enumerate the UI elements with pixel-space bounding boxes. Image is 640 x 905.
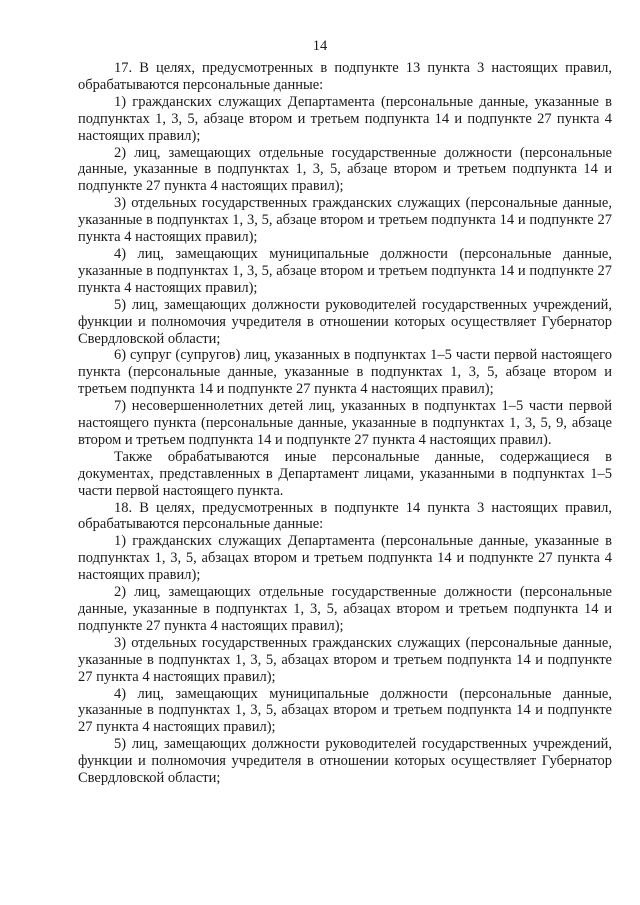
paragraph-17-item-2: 2) лиц, замещающих отдельные государственные должности (персональные данные, указанные в подпунктах 1, 3, 5, абзаце втором и третьем подпункта 14 и подпункте 27 пункта 4 настоящих правил); — [78, 144, 612, 195]
paragraph-17-item-4: 4) лиц, замещающих муниципальные должности (персональные данные, указанные в подпунктах 1, 3, 5, абзаце втором и третьем подпункта 14 и подпункте 27 пункта 4 настоящих правил); — [78, 245, 612, 296]
document-body — [78, 60, 612, 787]
paragraph-17-intro: 17. В целях, предусмотренных в подпункте 13 пункта 3 настоящих правил, обрабатываются персональные данные: — [78, 60, 612, 93]
paragraph-17-item-3: 3) отдельных государственных гражданских служащих (персональные данные, указанные в подпунктах 1, 3, 5, абзаце втором и третьем подпункта 14 и подпункте 27 пункта 4 настоящих правил); — [78, 195, 612, 246]
paragraph-18-intro: 18. В целях, предусмотренных в подпункте 14 пункта 3 настоящих правил, обрабатываются персональные данные: — [78, 499, 612, 533]
paragraph-17-item-5: 5) лиц, замещающих должности руководителей государственных учреждений, функции и полномочия учредителя в отношении которых осуществляет Губернатор Свердловской области; — [78, 296, 612, 347]
paragraph-18-item-4: 4) лиц, замещающих муниципальные должности (персональные данные, указанные в подпунктах 1, 3, 5, абзацах втором и третьем подпункта 14 и подпункте 27 пункта 4 настоящих правил); — [78, 685, 612, 736]
page-number: 14 — [312, 38, 328, 54]
paragraph-18-item-3: 3) отдельных государственных гражданских служащих (персональные данные, указанные в подпунктах 1, 3, 5, абзацах втором и третьем подпункта 14 и подпункте 27 пункта 4 настоящих правил); — [78, 634, 612, 685]
paragraph-17-item-7: 7) несовершеннолетних детей лиц, указанных в подпунктах 1–5 части первой настоящего пункта (персональные данные, указанные в подпунктах 1, 3, 5, 9, абзаце втором и третьем подпункта 14 и подпункте 27 пункта 4 настоящих правил). — [78, 398, 612, 448]
paragraph-18-item-5: 5) лиц, замещающих должности руководителей государственных учреждений, функции и полномочия учредителя в отношении которых осуществляет Губернатор Свердловской области; — [78, 736, 612, 787]
paragraph-18-item-2: 2) лиц, замещающих отдельные государственные должности (персональные данные, указанные в подпунктах 1, 3, 5, абзацах втором и третьем подпункта 14 и подпункте 27 пункта 4 настоящих правил); — [78, 584, 612, 634]
paragraph-17-item-1: 1) гражданских служащих Департамента (персональные данные, указанные в подпунктах 1, 3, 5, абзаце втором и третьем подпункта 14 и подпункте 27 пункта 4 настоящих правил); — [78, 93, 612, 144]
paragraph-17-item-6: 6) супруг (супругов) лиц, указанных в подпунктах 1–5 части первой настоящего пункта (персональные данные, указанные в подпунктах 1, 3, 5, абзаце втором и третьем подпункта 14 и подпункте 27 пункта 4 настоящих правил); — [78, 347, 612, 398]
paragraph-17-also: Также обрабатываются иные персональные данные, содержащиеся в документах, представленных в Департамент лицами, указанными в подпунктах 1–5 части первой настоящего пункта. — [78, 448, 612, 499]
paragraph-18-item-1: 1) гражданских служащих Департамента (персональные данные, указанные в подпунктах 1, 3, 5, абзацах втором и третьем подпункта 14 и подпункте 27 пункта 4 настоящих правил); — [78, 533, 612, 584]
